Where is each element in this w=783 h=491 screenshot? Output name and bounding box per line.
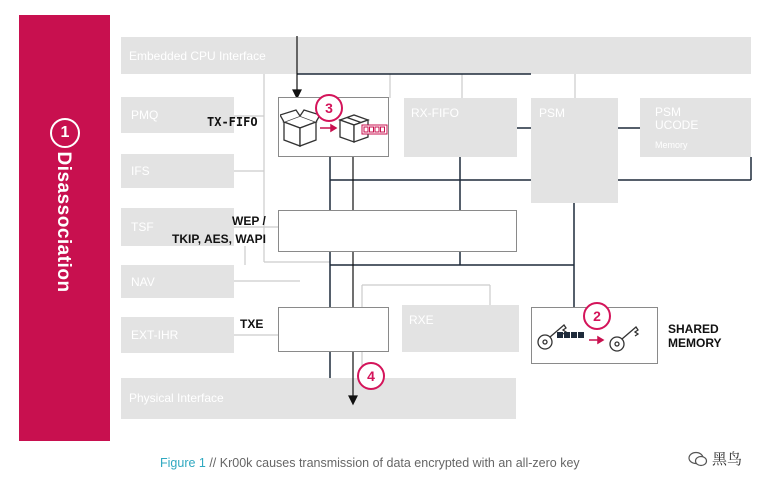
- psm-ucode-sublabel: Memory: [655, 140, 688, 150]
- zero-key-tag: [362, 125, 387, 134]
- arrow-right-icon: [589, 337, 603, 343]
- step-4-badge: 4: [357, 362, 385, 390]
- wep-encryption-box: [278, 210, 517, 252]
- watermark: [688, 448, 742, 469]
- ifs-label: IFS: [131, 164, 150, 178]
- tsf-label: TSF: [131, 220, 154, 234]
- ext-ihr-label: EXT-IHR: [131, 328, 179, 342]
- step-number-badge: 1: [50, 118, 80, 148]
- rxe-label: RXE: [409, 313, 434, 327]
- physical-interface-label: Physical Interface: [129, 391, 224, 405]
- txe-box: [278, 307, 389, 352]
- wep-label-line1: WEP /: [232, 214, 266, 228]
- figure-caption: [160, 456, 580, 470]
- arrow-right-icon: [320, 125, 336, 131]
- zero-key-bar: [557, 332, 584, 338]
- shared-memory-label-line1: SHARED: [668, 322, 719, 336]
- nav-label: NAV: [131, 275, 155, 289]
- wep-label-line2: TKIP, AES, WAPI: [172, 232, 267, 246]
- watermark-text: 黑鸟: [712, 451, 743, 468]
- key-icon: [610, 327, 638, 351]
- pmq-label: PMQ: [131, 108, 159, 122]
- psm-label: PSM: [539, 106, 566, 120]
- txe-label: TXE: [240, 317, 264, 331]
- shared-memory-label-line2: MEMORY: [668, 336, 722, 350]
- tx-fifo-label: TX-FIFO: [207, 115, 258, 129]
- rx-fifo-label: RX-FIFO: [411, 106, 459, 120]
- sidebar-title: Disassociation: [53, 151, 74, 293]
- figure-caption-text: // Kr00k causes transmission of data encrypted with an all-zero key: [205, 456, 580, 470]
- wechat-icon: [688, 451, 708, 467]
- step-2-badge: 2: [583, 302, 611, 330]
- figure-number: Figure 1: [160, 456, 206, 470]
- step-3-badge: 3: [315, 94, 343, 122]
- open-box-icon: [280, 110, 320, 146]
- psm-ucode-label: PSM UCODE: [655, 105, 699, 132]
- cpu-interface-label: Embedded CPU Interface: [129, 49, 266, 63]
